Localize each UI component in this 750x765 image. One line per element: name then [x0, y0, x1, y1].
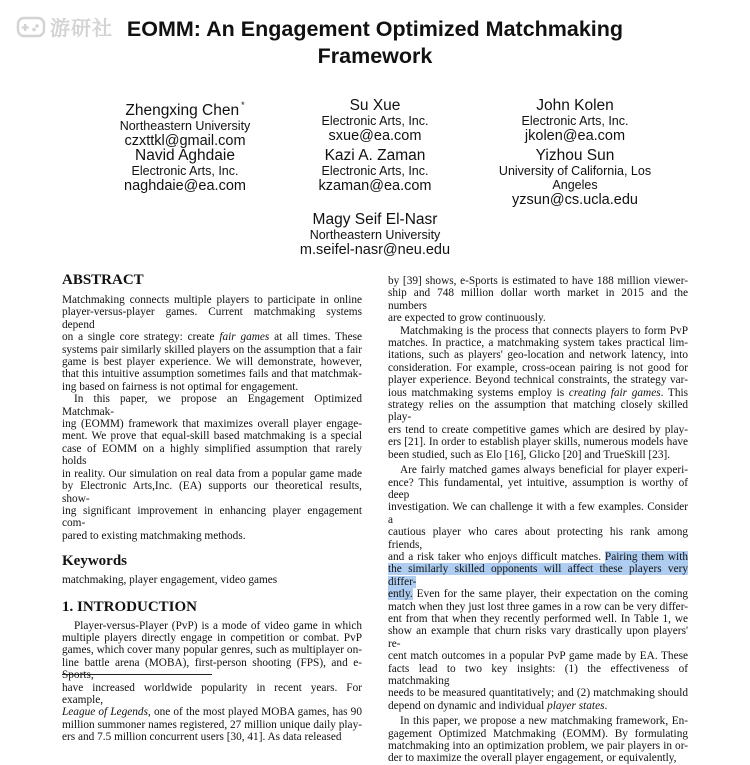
text-line: line battle arena (MOBA), first-person shooting (FPS), and e-Sports,: [62, 656, 362, 682]
text-line: League of Legends, one of the most played MOBA games, has 90: [62, 706, 362, 719]
text-line: by Electronic Arts,Inc. (EA) supports our theoretical results, show-: [62, 480, 362, 505]
text-line: have increased worldwide popularity in recent years. For example,: [62, 681, 362, 706]
text-line: ious matchmaking systems employ is creating fair games. This: [388, 386, 688, 399]
author-name: Navid Aghdaie: [135, 147, 235, 164]
text-line: player-versus-player games. Current matchmaking systems depend: [62, 306, 362, 331]
author-affiliation: Electronic Arts, Inc.: [521, 114, 629, 128]
text-line: in reality. Our simulation on real data from a popular game made: [62, 467, 362, 480]
text-line: matchmaking into an optimization problem, we pair players in or-: [388, 740, 688, 753]
text-line: ing significant improvement in enhancing player engagement com-: [62, 504, 362, 530]
author-name: Yizhou Sun: [535, 147, 615, 164]
text-line: ers and 7.5 million concurrent users [30, 41]. As data released: [62, 731, 342, 744]
text-line: game is best player experience. We will demonstrate, however,: [62, 356, 362, 369]
text-line: consideration. For example, cross-ocean pairing is not good for: [388, 361, 688, 374]
highlighted-text: ently.: [388, 588, 413, 601]
text-line: by [39] shows, e-Sports is estimated to have 188 million viewer-: [388, 275, 688, 287]
author-block: [290, 97, 460, 144]
text-line: on a single core strategy: create fair games at all times. These: [62, 331, 363, 344]
author-email: yzsun@cs.ucla.edu: [512, 192, 638, 208]
author-email: naghdaie@ea.com: [124, 178, 246, 194]
author-affiliation: Angeles: [552, 178, 598, 192]
author-email: m.seifel-nasr@neu.edu: [299, 242, 451, 258]
body-paragraph: [388, 715, 688, 765]
text-line: ship and 748 million dollar worth market in 2015 and the numbers: [388, 287, 688, 312]
text-line: ing (EOMM) framework that maximizes overall player engage-: [62, 418, 362, 431]
abstract-heading: ABSTRACT: [62, 272, 144, 288]
author-name: John Kolen: [536, 97, 614, 114]
footnote-rule: [62, 674, 212, 675]
keywords-heading: Keywords: [62, 553, 127, 570]
text-line: Matchmaking connects multiple players to participate in online: [62, 294, 362, 306]
author-block: [270, 211, 480, 258]
text-line: multiple players directly engage in competition or combat. PvP: [62, 631, 362, 644]
author-email: czxttkl@gmail.com: [124, 133, 246, 149]
author-block: [110, 97, 260, 149]
author-email: jkolen@ea.com: [524, 128, 626, 144]
intro-paragraph: [62, 620, 362, 744]
author-name: Kazi A. Zaman: [324, 147, 426, 164]
body-paragraph: [388, 325, 688, 461]
text-line: ers [21]. In order to establish player skills, numerous models have: [388, 436, 688, 449]
text-line: matches. In practice, a matchmaking system takes practical lim-: [388, 337, 688, 350]
text-line: match when they just lost three games in a row can be very differ-: [388, 600, 688, 613]
author-email: sxue@ea.com: [328, 128, 422, 144]
author-affiliation: Electronic Arts, Inc.: [321, 164, 429, 178]
author-footnote-mark: *: [241, 100, 245, 110]
text-line: ent from that when they recently performed well. In Table 1, we: [388, 612, 688, 625]
author-affiliation: Electronic Arts, Inc.: [131, 164, 239, 178]
abstract-paragraph: [62, 393, 362, 542]
watermark-text: 游研社: [50, 16, 113, 40]
introduction-heading: 1. INTRODUCTION: [62, 598, 198, 615]
body-paragraph: [388, 275, 688, 325]
right-column: [388, 275, 688, 765]
text-line: pared to existing matchmaking methods.: [62, 529, 246, 542]
text-line: cent match outcomes in a popular PvP game made by EA. These: [388, 650, 688, 663]
text-line: that this intuitive assumption sometimes fails and that matchmak-: [62, 368, 362, 381]
text-line: show an example that churn risks vary drastically upon players' re-: [388, 625, 688, 650]
text-line: are expected to grow continuously.: [388, 312, 546, 325]
text-line: Matchmaking is the process that connects players to form PvP: [400, 324, 688, 337]
title-line: Framework: [317, 44, 433, 68]
text-line: depend on dynamic and individual player states.: [388, 699, 608, 712]
author-block: [290, 147, 460, 194]
text-line: In this paper, we propose a new matchmaking framework, En-: [400, 715, 688, 728]
author-name: Magy Seif El-Nasr: [312, 211, 438, 228]
author-name: Su Xue: [349, 97, 401, 114]
highlighted-text: Pairing them with: [604, 550, 688, 563]
text-line: [388, 563, 688, 588]
author-affiliation: University of California, Los: [498, 164, 652, 178]
text-line: systems pair similarly skilled players on the assumption that a fair: [62, 343, 362, 356]
highlighted-text: the similarly skilled opponents will affect these players very differ-: [388, 563, 688, 588]
text-line: ently. Even for the same player, their expectation on the coming: [388, 588, 688, 601]
author-affiliation: Northeastern University: [119, 119, 251, 133]
text-line: player experience. Beyond technical constraints, the strategy var-: [388, 374, 688, 387]
abstract-paragraph: [62, 294, 362, 393]
author-block: [110, 147, 260, 194]
keywords-list: matchmaking, player engagement, video games: [62, 574, 278, 587]
left-column: [62, 272, 362, 744]
text-line: itations, such as players' geo-location and network latency, into: [388, 349, 688, 362]
author-block: [490, 97, 660, 144]
paper-title: [0, 16, 750, 70]
text-line: gagement Optimized Matchmaking (EOMM). By formulating: [388, 727, 688, 740]
text-line: case of EOMM on a highly simplified assumption that rarely holds: [62, 442, 362, 468]
text-line: been studied, such as Elo [16], Glicko [20] and TrueSkill [23].: [388, 448, 671, 461]
text-line: games, which cover many popular genres, such as multiplayer on-: [62, 644, 362, 657]
text-line: million summoner names registered, 27 million unique daily play-: [62, 718, 362, 731]
text-line: strategy relies on the assumption that matching closely skilled play-: [388, 399, 688, 424]
body-paragraph: [388, 464, 688, 712]
text-line: ence? This fundamental, yet intuitive, assumption is worthy of deep: [388, 476, 688, 501]
text-line: facts lead to two key insights: (1) the effectiveness of matchmaking: [388, 662, 688, 687]
text-line: ing based on fairness is not optimal for engagement.: [62, 380, 299, 393]
author-name: Zhengxing Chen *: [125, 100, 245, 119]
text-line: needs to be measured quantitatively; and (2) matchmaking should: [388, 687, 688, 700]
title-line: EOMM: An Engagement Optimized Matchmaking: [126, 17, 624, 41]
text-line: der to maximize the overall player engagement, or equivalently,: [388, 752, 677, 765]
text-line: Are fairly matched games always beneficial for player experi-: [400, 464, 688, 477]
author-email: kzaman@ea.com: [318, 178, 432, 194]
text-line: ment. We prove that equal-skill based matchmaking is a special: [62, 430, 362, 443]
text-line: Player-versus-Player (PvP) is a mode of video game in which: [74, 619, 362, 632]
author-affiliation: Northeastern University: [309, 228, 441, 242]
text-line: and a risk taker who enjoys difficult matches. Pairing them with: [388, 550, 688, 563]
text-line: investigation. We can challenge it with a few examples. Consider a: [388, 501, 688, 526]
author-block: [470, 147, 680, 208]
author-affiliation: Electronic Arts, Inc.: [321, 114, 429, 128]
text-line: In this paper, we propose an Engagement Optimized Matchmak-: [62, 393, 362, 418]
text-line: cautious player who cares about protecting his rank among friends,: [388, 526, 688, 551]
text-line: ers tend to create competitive games which are desired by play-: [388, 423, 688, 436]
